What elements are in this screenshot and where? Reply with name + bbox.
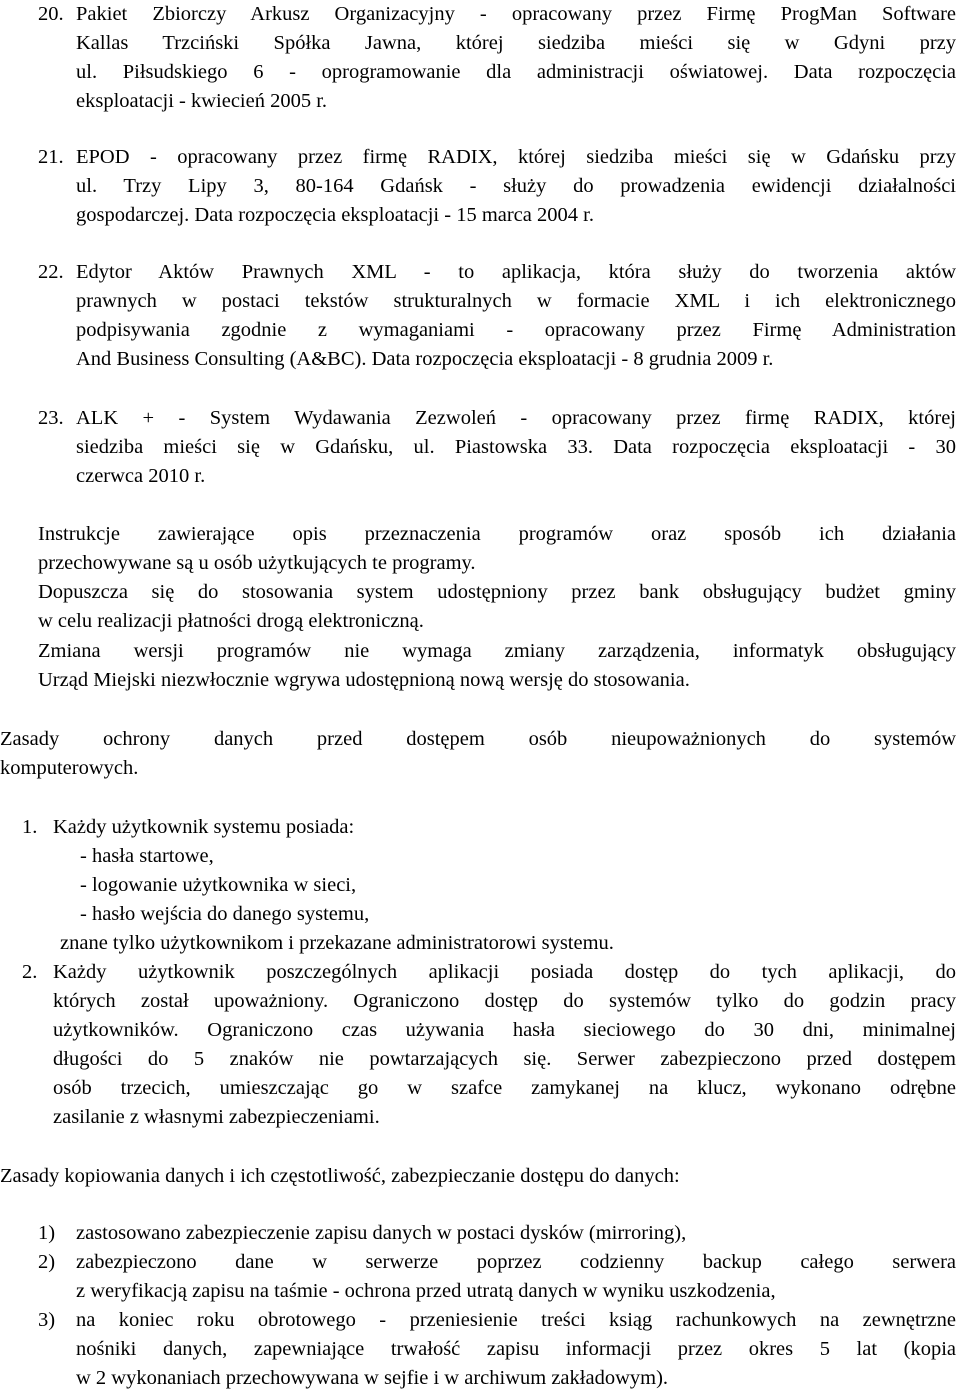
- text-line: eksploatacji - kwiecień 2005 r.: [76, 90, 328, 112]
- text-line: których został upoważniony. Ograniczono dostęp do systemów tylko do godzin pracy: [53, 990, 956, 1012]
- text-line: zastosowano zabezpieczenie zapisu danych w postaci dysków (mirroring),: [76, 1222, 687, 1244]
- rule-outro: znane tylko użytkownikom i przekazane administratorowi systemu.: [60, 932, 614, 954]
- item-number: 23.: [38, 407, 64, 429]
- item-text: [76, 1219, 956, 1248]
- text-line: zasilanie z własnymi zabezpieczeniami.: [53, 1106, 380, 1128]
- item-number: 22.: [38, 261, 64, 283]
- text-line: przechowywane są u osób użytkujących te programy.: [38, 552, 476, 574]
- text-line: osób trzecich, umieszczając go w szafce zamykanej na klucz, wykonano odrębne: [53, 1077, 956, 1099]
- sub-item: - hasła startowe,: [80, 845, 214, 867]
- text-line: Każdy użytkownik poszczególnych aplikacji posiada dostęp do tych aplikacji, do: [53, 961, 956, 983]
- text-line: Zasady kopiowania danych i ich częstotliwość, zabezpieczanie dostępu do danych:: [0, 1165, 680, 1187]
- list-item-23: [38, 404, 956, 491]
- text-line: nośniki danych, zapewniające trwałość zapisu informacji przez okres 5 lat (kopia: [76, 1338, 956, 1360]
- list-item-21: [38, 143, 956, 230]
- text-line: komputerowych.: [0, 757, 139, 779]
- text-line: z weryfikacją zapisu na taśmie - ochrona przed utratą danych w wyniku uszkodzenia,: [76, 1280, 776, 1302]
- text-line: And Business Consulting (A&BC). Data rozpoczęcia eksploatacji - 8 grudnia 2009 r.: [76, 348, 774, 370]
- backup-item-3: [38, 1306, 956, 1393]
- list-item-22: [38, 258, 956, 374]
- sub-item: - hasło wejścia do danego systemu,: [80, 903, 370, 925]
- text-line: użytkowników. Ograniczono czas używania hasła sieciowego do 30 dni, minimalnej: [53, 1019, 956, 1041]
- text-line: długości do 5 znaków nie powtarzających się. Serwer zabezpieczono przed dostępem: [53, 1048, 956, 1070]
- item-number: 21.: [38, 146, 64, 168]
- text-line: ALK + - System Wydawania Zezwoleń - opracowany przez firmę RADIX, której: [76, 407, 956, 429]
- item-text: [76, 258, 956, 374]
- rule-item-2: [22, 958, 956, 1132]
- text-line: w celu realizacji płatności drogą elektroniczną.: [38, 610, 424, 632]
- item-text: [76, 1306, 956, 1393]
- text-line: Urząd Miejski niezwłocznie wgrywa udostępnioną nową wersję do stosowania.: [38, 669, 690, 691]
- section-heading-backup: [0, 1162, 956, 1191]
- text-line: gospodarczej. Data rozpoczęcia eksploatacji - 15 marca 2004 r.: [76, 204, 594, 226]
- text-line: EPOD - opracowany przez firmę RADIX, której siedziba mieści się w Gdańsku przy: [76, 146, 956, 168]
- sub-item: - logowanie użytkownika w sieci,: [80, 874, 357, 896]
- item-number: 3): [38, 1309, 56, 1331]
- text-line: na koniec roku obrotowego - przeniesienie treści ksiąg rachunkowych na zewnętrzne: [76, 1309, 956, 1331]
- item-text: [76, 143, 956, 230]
- backup-item-2: [38, 1248, 956, 1306]
- text-line: Instrukcje zawierające opis przeznaczenia programów oraz sposób ich działania: [38, 523, 956, 545]
- text-line: siedziba mieści się w Gdańsku, ul. Piastowska 33. Data rozpoczęcia eksploatacji - 30: [76, 436, 956, 458]
- item-number: 20.: [38, 3, 64, 25]
- section-heading-data-protection: [0, 725, 956, 783]
- paragraph-version-change: [38, 637, 956, 695]
- text-line: Zasady ochrony danych przed dostępem osób nieupoważnionych do systemów: [0, 728, 956, 750]
- text-line: w 2 wykonaniach przechowywana w sejfie i w archiwum zakładowym).: [76, 1367, 669, 1389]
- text-line: ul. Trzy Lipy 3, 80-164 Gdańsk - służy do prowadzenia ewidencji działalności: [76, 175, 956, 197]
- text-line: Zmiana wersji programów nie wymaga zmiany zarządzenia, informatyk obsługujący: [38, 640, 956, 662]
- text-line: ul. Piłsudskiego 6 - oprogramowanie dla administracji oświatowej. Data rozpoczęcia: [76, 61, 956, 83]
- item-text: [76, 1248, 956, 1306]
- list-item-20: [38, 0, 956, 116]
- text-line: Pakiet Zbiorczy Arkusz Organizacyjny - opracowany przez Firmę ProgMan Software: [76, 3, 956, 25]
- text-line: Kallas Trzciński Spółka Jawna, której siedziba mieści się w Gdyni przy: [76, 32, 956, 54]
- item-number: 1.: [22, 816, 38, 838]
- backup-item-1: [38, 1219, 956, 1248]
- item-text: [53, 958, 956, 1132]
- text-line: podpisywania zgodnie z wymaganiami - opracowany przez Firmę Administration: [76, 319, 956, 341]
- text-line: Edytor Aktów Prawnych XML - to aplikacja, która służy do tworzenia aktów: [76, 261, 956, 283]
- paragraph-instructions: [38, 520, 956, 578]
- text-line: prawnych w postaci tekstów strukturalnych w formacie XML i ich elektronicznego: [76, 290, 956, 312]
- text-line: czerwca 2010 r.: [76, 465, 206, 487]
- item-text: [76, 0, 956, 116]
- text-line: zabezpieczono dane w serwerze poprzez codzienny backup całego serwera: [76, 1251, 956, 1273]
- rule-intro: Każdy użytkownik systemu posiada:: [53, 816, 355, 838]
- item-number: 1): [38, 1222, 56, 1244]
- paragraph-bank-system: [38, 578, 956, 636]
- item-text: [76, 404, 956, 491]
- item-number: 2): [38, 1251, 56, 1273]
- item-number: 2.: [22, 961, 38, 983]
- text-line: Dopuszcza się do stosowania system udostępniony przez bank obsługujący budżet gminy: [38, 581, 956, 603]
